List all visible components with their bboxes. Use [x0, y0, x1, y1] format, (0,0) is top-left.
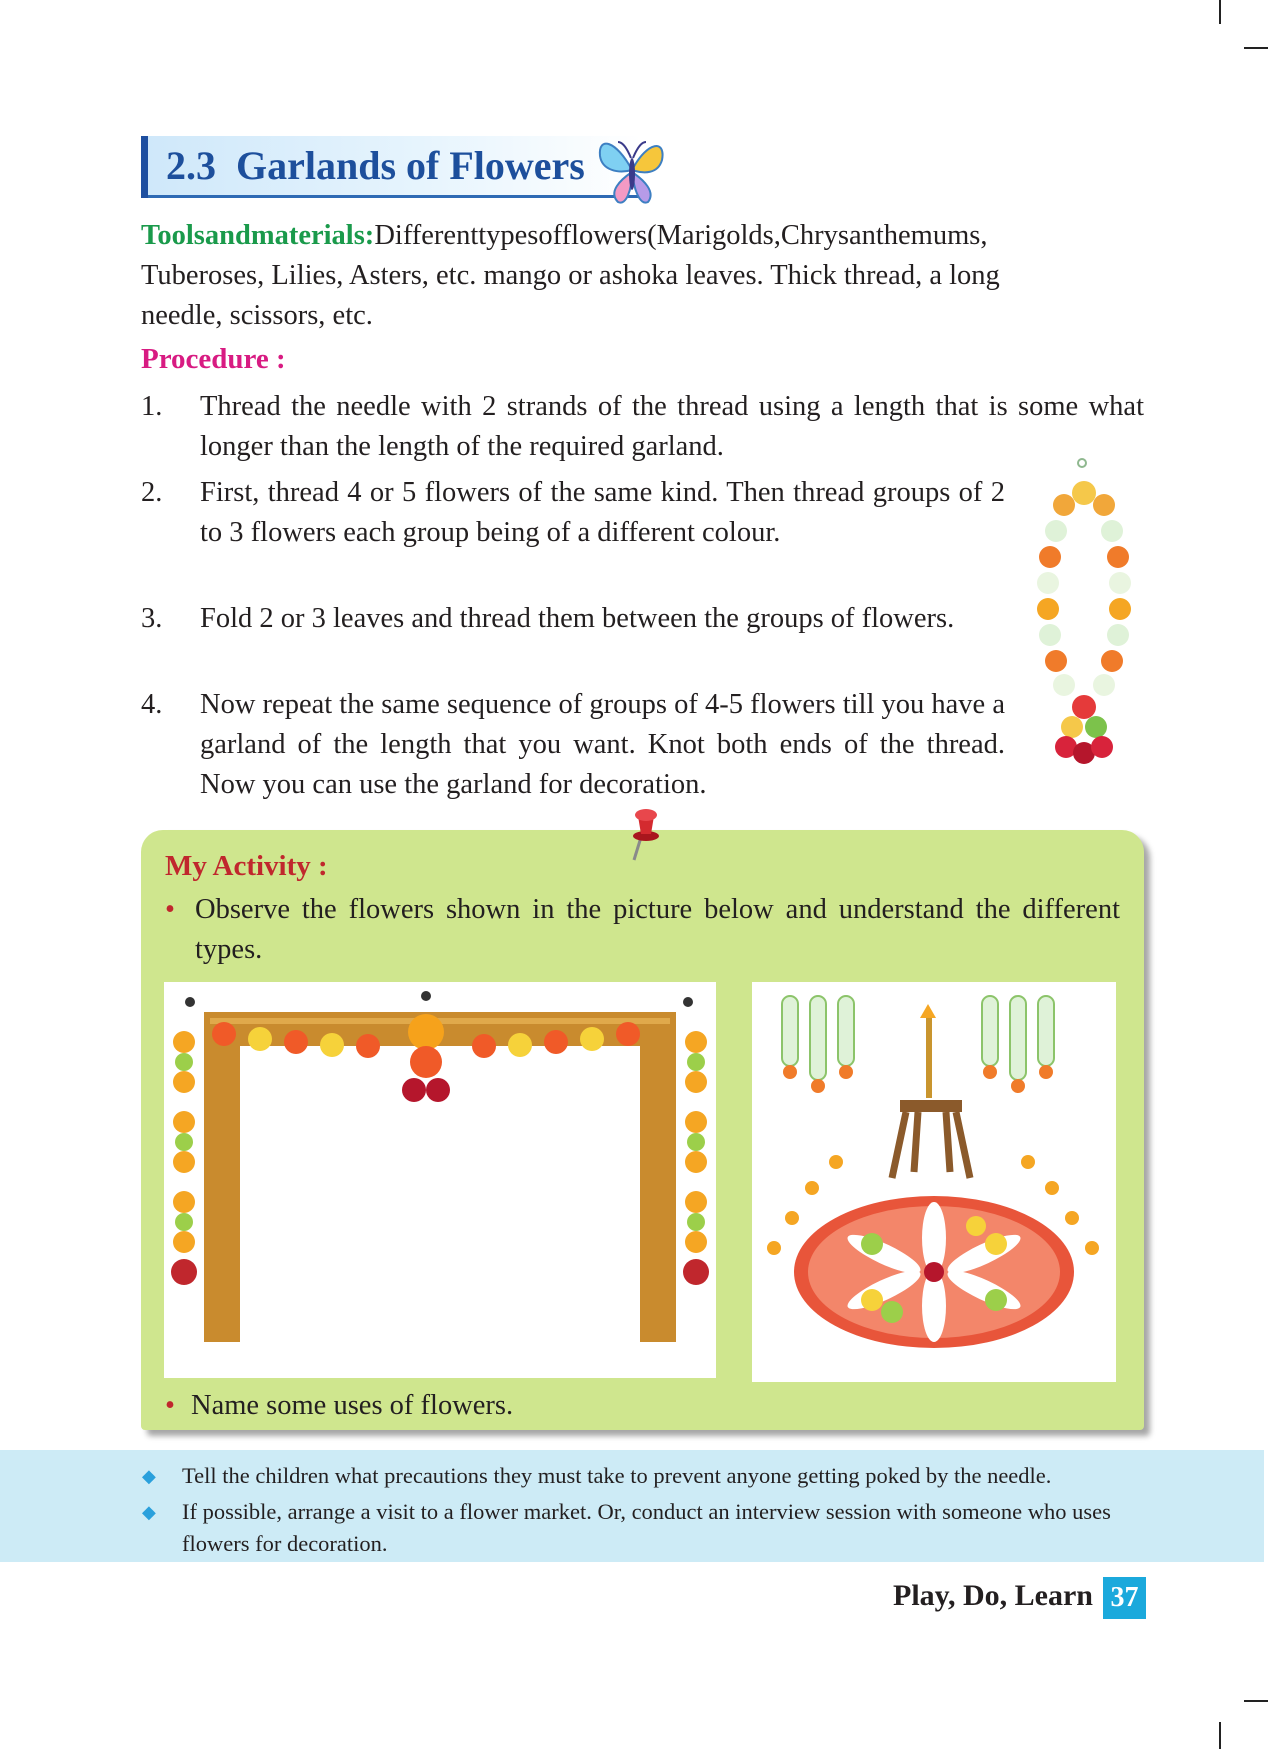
tools-line-2: Tuberoses, Lilies, Asters, etc. mango or ashoka leaves. Thick thread, a long	[141, 260, 1000, 291]
teacher-notes-band	[0, 1450, 1264, 1562]
tools-paragraph	[141, 216, 1144, 336]
lamp-rangoli-picture	[752, 982, 1116, 1382]
bullet-diamond-icon: ◆	[142, 1502, 156, 1522]
bullet-diamond-icon: ◆	[142, 1466, 156, 1486]
butterfly-icon	[596, 130, 668, 208]
crop-mark	[1219, 1722, 1221, 1749]
step-number: 4.	[141, 689, 163, 720]
tools-line-3: needle, scissors, etc.	[141, 300, 373, 331]
activity-box	[141, 830, 1144, 1430]
garland-illustration	[1020, 455, 1150, 775]
book-title: Play, Do, Learn	[893, 1579, 1093, 1612]
crop-mark	[1219, 0, 1221, 24]
heading-underline	[148, 195, 641, 198]
activity-title: My Activity :	[165, 850, 328, 882]
pushpin-icon	[624, 806, 664, 862]
activity-bullet-text: Observe the flowers shown in the picture below and understand the different types.	[195, 894, 1120, 965]
teacher-note-text: Tell the children what precautions they must take to prevent anyone getting poked by the needle.	[182, 1463, 1052, 1488]
bullet-dot-icon: •	[165, 1390, 175, 1421]
tools-line-1	[141, 216, 1144, 256]
section-number: 2.3	[166, 143, 216, 188]
section-title-text: Garlands of Flowers	[236, 143, 585, 188]
page-number: 37	[1103, 1577, 1146, 1619]
step-number: 1.	[141, 391, 163, 422]
step-number: 2.	[141, 477, 163, 508]
step-number: 3.	[141, 603, 163, 634]
crop-mark	[1244, 1700, 1268, 1702]
crop-mark	[1244, 47, 1268, 49]
doorway-garland-picture	[164, 982, 716, 1378]
teacher-note-text: If possible, arrange a visit to a flower market. Or, conduct an interview session with someone who uses flowers for decoration.	[182, 1499, 1111, 1556]
section-title	[166, 142, 585, 189]
tools-text: Differenttypesofflowers(Marigolds,Chrysanthemums,	[374, 220, 988, 251]
section-heading	[141, 136, 641, 198]
step-text: First, thread 4 or 5 flowers of the same kind. Then thread groups of 2 to 3 flowers each group being of a different colour.	[200, 477, 1005, 548]
step-text: Fold 2 or 3 leaves and thread them between the groups of flowers.	[200, 603, 955, 634]
tools-label: Toolsandmaterials:	[141, 220, 375, 251]
step-text: Thread the needle with 2 strands of the thread using a length that is some what longer than the length of the required garland.	[200, 391, 1144, 462]
procedure-heading: Procedure :	[141, 343, 286, 375]
bullet-dot-icon: •	[165, 894, 175, 925]
activity-bullet-text: Name some uses of flowers.	[191, 1390, 514, 1421]
step-text: Now repeat the same sequence of groups of 4-5 flowers till you have a garland of the length that you want. Knot both ends of the thread. Now you can use the garland for decoration.	[200, 689, 1005, 800]
